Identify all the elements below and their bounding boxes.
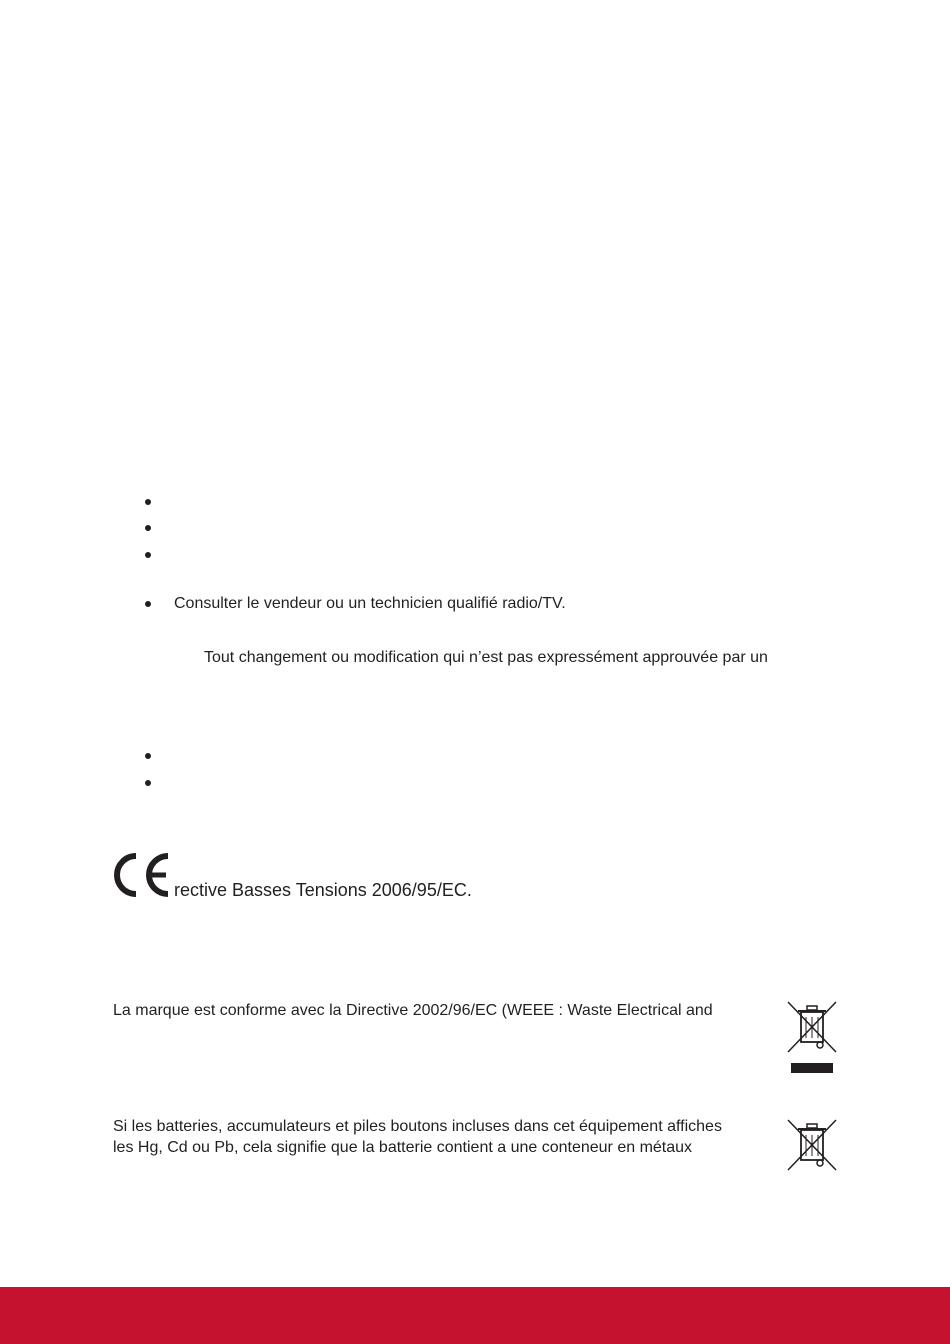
bullet-point-3 — [145, 552, 151, 558]
ce-directive-text: rective Basses Tensions 2006/95/EC. — [174, 880, 472, 900]
battery-text-line-2: les Hg, Cd ou Pb, cela signifie que la batterie contient a une conteneur en métaux — [113, 1139, 693, 1156]
modification-text: Tout changement ou modification qui n’est pas expressément approuvée par un — [204, 649, 768, 666]
bullet-point-4 — [145, 753, 151, 759]
weee-text: La marque est conforme avec la Directive 2002/96/EC (WEEE : Waste Electrical and — [113, 1002, 713, 1019]
bullet-point-consult — [145, 601, 151, 607]
crossed-out-wheeled-bin-icon — [786, 1000, 838, 1054]
bullet-point-2 — [145, 525, 151, 531]
crossed-out-wheeled-bin-icon — [786, 1118, 838, 1172]
battery-text-line-1: Si les batteries, accumulateurs et piles boutons incluses dans cet équipement affiches — [113, 1118, 722, 1135]
ce-mark-logo — [110, 852, 172, 898]
weee-black-bar — [791, 1063, 833, 1073]
bullet-point-1 — [145, 499, 151, 505]
bullet-point-5 — [145, 780, 151, 786]
consult-text: Consulter le vendeur ou un technicien qualifié radio/TV. — [174, 595, 566, 612]
footer-band — [0, 1287, 950, 1344]
